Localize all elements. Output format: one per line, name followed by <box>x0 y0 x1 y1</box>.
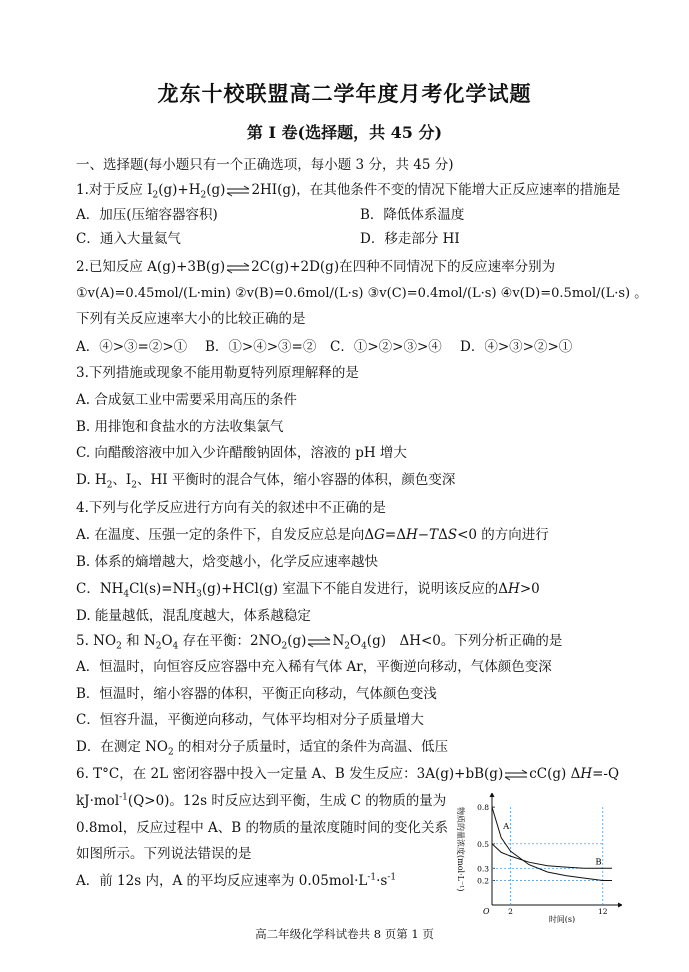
q2-option-a: A．④>③=②>① <box>76 339 188 355</box>
equilibrium-arrow-icon <box>503 769 529 781</box>
y-axis-arrow <box>490 793 495 797</box>
chart-origin-label: O <box>483 907 490 916</box>
page-title: 龙东十校联盟高二学年度月考化学试题 <box>157 81 532 106</box>
q2-option-b: B．①>④>③=② <box>205 339 317 355</box>
equilibrium-arrow-icon <box>306 636 332 648</box>
q1-stem: 1.对于反应 $I_2(g)+H_2(g)$ 2HI(g)，在其他条件不变的情况下能增大正反应速率的措施是 <box>76 182 621 201</box>
q5-option-a: A．恒温时，向恒容反应容器中充入稀有气体 Ar，平衡逆向移动，气体颜色变深 <box>76 659 552 675</box>
y-tick-label: 0.2 <box>477 876 489 886</box>
q4-option-a: A. 在温度、压强一定的条件下，自发反应总是向ΔG=ΔH−TΔS<0 的方向进行 <box>76 527 549 543</box>
equilibrium-arrow-icon <box>225 262 251 274</box>
q4-stem: 4.下列与化学反应进行方向有关的叙述中不正确的是 <box>76 500 386 516</box>
series-label-A: A <box>503 822 510 833</box>
section-instructions: 一、选择题(每小题只有一个正确选项，每小题 3 分，共 45 分) <box>76 157 454 173</box>
concentration-time-chart <box>452 793 622 923</box>
q3-option-c: C. 向醋酸溶液中加入少许醋酸钠固体，溶液的 pH 增大 <box>76 445 407 461</box>
q6-line-2: kJ·mol$^{-1}$(Q>0)。12s 时反应达到平衡，生成 C 的物质的量为 <box>76 792 447 809</box>
x-tick-label: 2 <box>508 907 513 916</box>
section-subtitle: 第 Ⅰ 卷(选择题，共 45 分) <box>246 123 443 142</box>
q3-option-d: D. $H_2$、$I_2$、HI 平衡时的混合气体，缩小容器的体积，颜色变深 <box>76 472 456 491</box>
y-tick-label: 0.8 <box>477 803 489 813</box>
y-tick-label: 0.5 <box>477 839 489 849</box>
q5-option-b: B．恒温时，缩小容器的体积，平衡正向移动，气体颜色变浅 <box>76 686 437 702</box>
y-axis-label: 物质的量浓度(mol·L⁻¹) <box>456 807 465 892</box>
x-axis-arrow <box>618 903 622 908</box>
q1-option-d: D．移走部分 HI <box>360 231 460 247</box>
q6-stem: 6. T°C，在 2L 密闭容器中投入一定量 A、B 发生反应：3A(g)+bB(g) cC(g) ΔH=-Q <box>76 766 620 782</box>
x-tick-label: 12 <box>597 907 608 916</box>
y-tick-label: 0.3 <box>477 864 489 874</box>
q1-option-a: A．加压(压缩容器容积) <box>76 207 218 223</box>
series-line-B <box>492 844 612 869</box>
q5-option-d: D．在测定 $NO_2$ 的相对分子质量时，适宜的条件为高温、低压 <box>76 739 449 758</box>
q2-rates: ①v(A)=0.45mol/(L·min) ②v(B)=0.6mol/(L·s) ③v(C)=0.4mol/(L·s) ④v(D)=0.5mol/(L·s) 。 <box>76 286 648 301</box>
q4-option-c: C．$NH_4Cl(s)=NH_3(g)+HCl(g)$ 室温下不能自发进行，说明该反应的ΔH>0 <box>76 581 540 600</box>
q2-stem: 2.已知反应 A(g)+3B(g) 2C(g)+2D(g)在四种不同情况下的反应速率分别为 <box>76 259 556 275</box>
q1-option-b: B．降低体系温度 <box>360 207 465 223</box>
q6-option-a: A．前 12s 内，A 的平均反应速率为 $0.05mol\cdot L^{-1}\cdot s^{-1}$ <box>76 872 397 889</box>
q2-option-c: C．①>②>③>④ <box>330 339 442 355</box>
q5-option-c: C．恒容升温，平衡逆向移动，气体平均相对分子质量增大 <box>76 712 424 728</box>
x-axis-label: 时间(s) <box>548 915 576 923</box>
q6-line-3: 0.8mol，反应过程中 A、B 的物质的量浓度随时间的变化关系 <box>76 820 448 836</box>
q5-stem: 5. $NO_2$ 和 $N_2O_4$ 存在平衡：$2NO_2(g)$ $N_2O_4(g)$ ΔH<0。下列分析正确的是 <box>76 633 563 652</box>
q4-option-d: D. 能量越低，混乱度越大，体系越稳定 <box>76 608 311 624</box>
series-label-B: B <box>595 857 602 868</box>
q4-option-b: B. 体系的熵增越大，焓变越小，化学反应速率越快 <box>76 554 379 570</box>
q3-option-a: A. 合成氨工业中需要采用高压的条件 <box>76 392 297 408</box>
q6-line-4: 如图所示。下列说法错误的是 <box>76 846 252 862</box>
q3-option-b: B. 用排饱和食盐水的方法收集氯气 <box>76 419 284 435</box>
q2-question: 下列有关反应速率大小的比较正确的是 <box>76 311 306 327</box>
equilibrium-arrow-icon <box>225 185 251 197</box>
q2-option-d: D．④>③>②>① <box>460 339 573 355</box>
q1-option-c: C．通入大量氦气 <box>76 231 181 247</box>
page-footer: 高二年级化学科试卷共 8 页第 1 页 <box>255 927 434 941</box>
q3-stem: 3.下列措施或现象不能用勒夏特列原理解释的是 <box>76 365 359 381</box>
